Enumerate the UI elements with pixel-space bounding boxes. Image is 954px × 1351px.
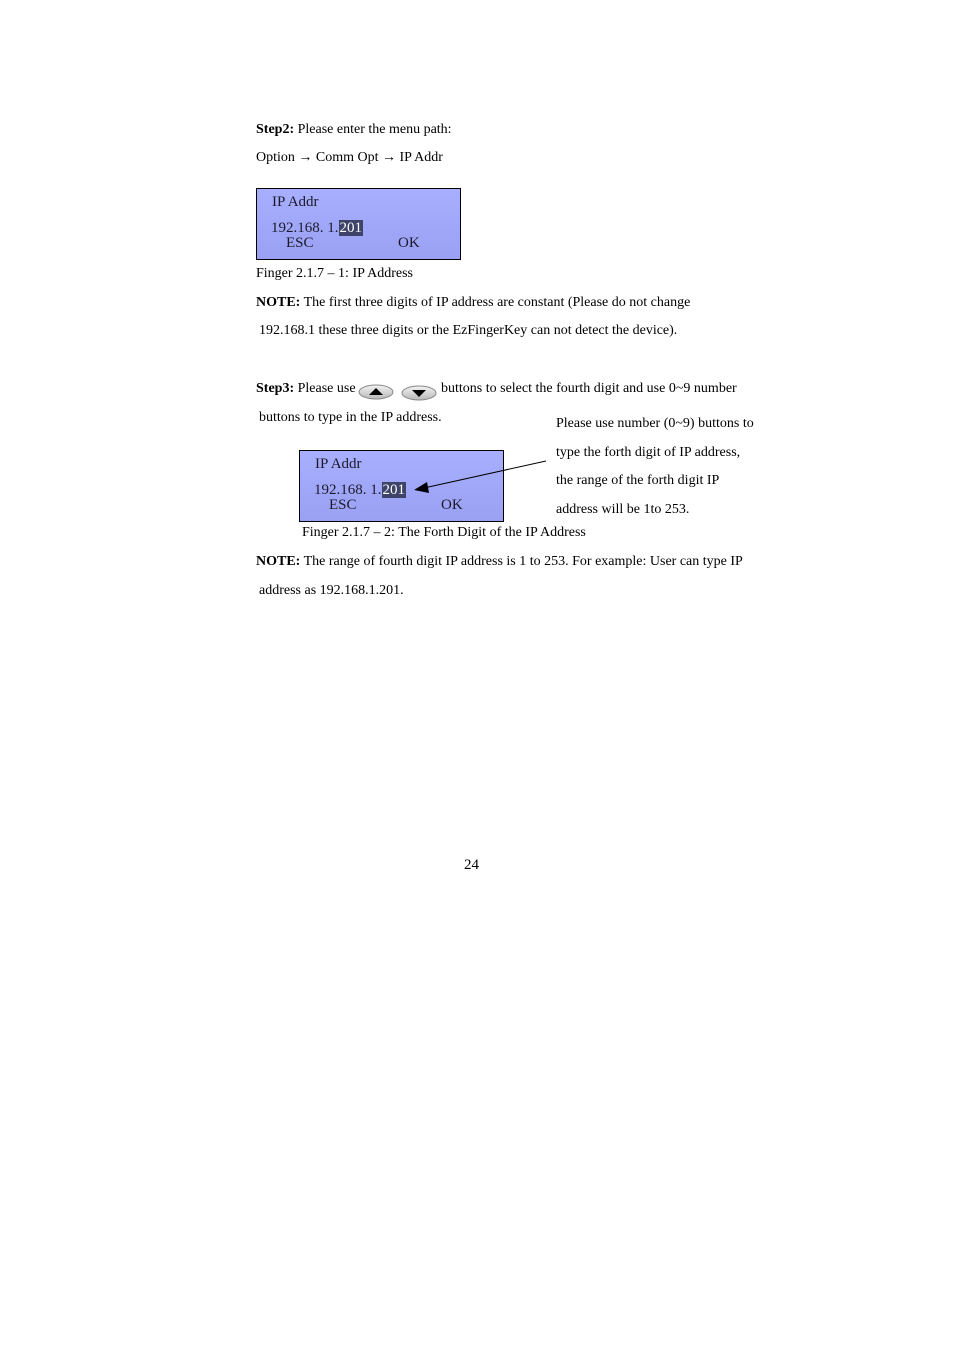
lcd-title: IP Addr — [315, 456, 362, 472]
callout-line-1: Please use number (0~9) buttons to — [556, 416, 754, 431]
lcd-ip-highlight: 201 — [382, 482, 405, 498]
lcd-esc-label: ESC — [286, 235, 314, 251]
callout-pointer-arrow — [0, 0, 954, 600]
note1-line2: 192.168.1 these three digits or the EzFingerKey can not detect the device). — [259, 323, 678, 338]
lcd-ip-highlight: 201 — [339, 220, 362, 236]
step3-label: Step3: — [256, 381, 295, 396]
lcd-title: IP Addr — [272, 194, 319, 210]
lcd-ip-prefix: 192.168. 1. — [271, 220, 339, 236]
callout-line-4: address will be 1to 253. — [556, 502, 690, 517]
step3-text-b: buttons to select the fourth digit and use 0~9 number — [441, 381, 737, 396]
figure-caption-1: Finger 2.1.7 – 1: IP Address — [256, 266, 413, 281]
step2-label: Step2: — [256, 122, 295, 137]
figure-caption-2: Finger 2.1.7 – 2: The Forth Digit of the IP Address — [302, 525, 586, 540]
lcd-esc-label: ESC — [329, 497, 357, 513]
menu-path-option: Option — [256, 150, 295, 165]
page-number: 24 — [464, 857, 479, 873]
step3-line2: buttons to type in the IP address. — [259, 410, 442, 425]
lcd-ok-label: OK — [398, 235, 420, 251]
menu-path-comm-opt: Comm Opt — [315, 150, 379, 165]
note2-label: NOTE: — [256, 554, 301, 569]
note2-line2: address as 192.168.1.201. — [259, 583, 404, 598]
right-arrow-icon: → — [382, 150, 397, 165]
right-arrow-icon: → — [298, 150, 313, 165]
note1-label: NOTE: — [256, 295, 301, 310]
step2-text: Please enter the menu path: — [294, 122, 452, 137]
note2-line1 — [256, 553, 743, 571]
callout-line-2: type the forth digit of IP address, — [556, 445, 741, 460]
lcd-ok-label: OK — [441, 497, 463, 513]
note1-text: The first three digits of IP address are constant (Please do not change — [300, 295, 691, 310]
callout-line-3: the range of the forth digit IP — [556, 473, 720, 488]
step3-text-a: Please use — [294, 381, 356, 396]
menu-path-ip-addr: IP Addr — [399, 150, 443, 165]
note2-text: The range of fourth digit IP address is 1 to 253. For example: User can type IP — [300, 554, 743, 569]
lcd-ip-prefix: 192.168. 1. — [314, 482, 382, 498]
